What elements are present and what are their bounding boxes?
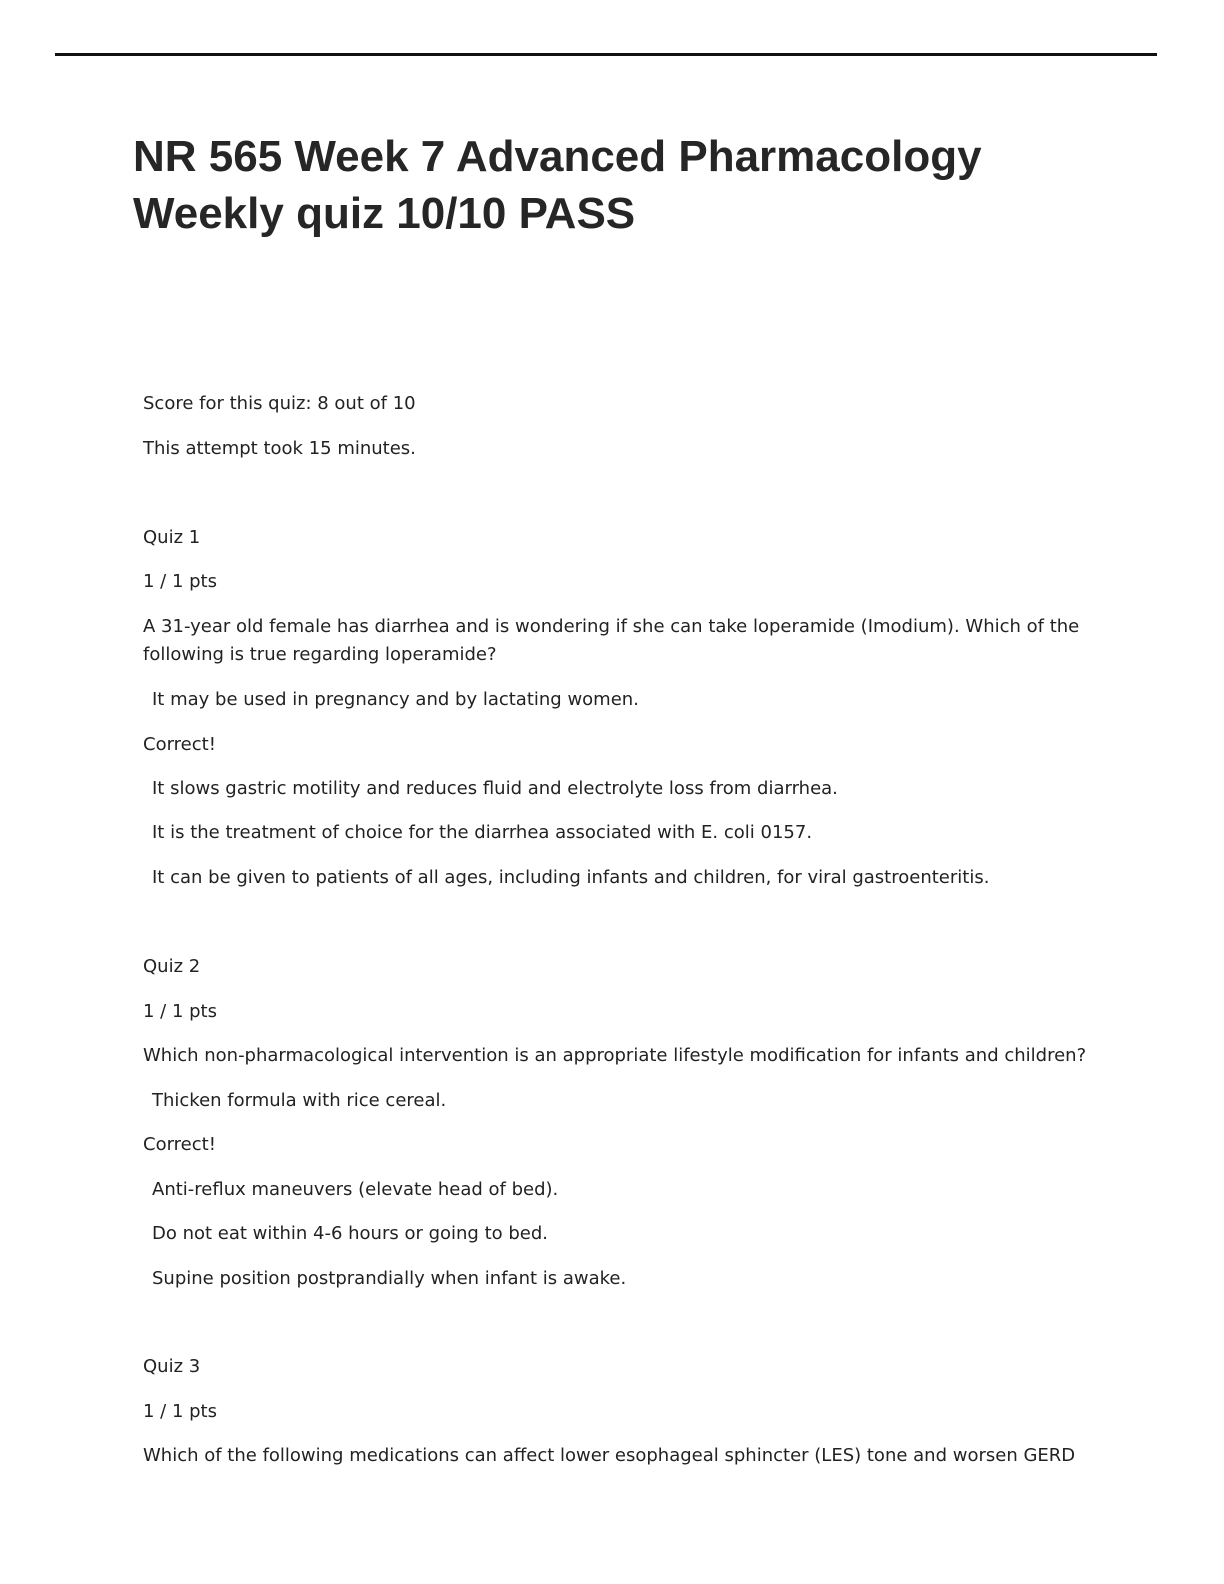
quiz-3-question-line-1: Which of the following medications can affect lower esophageal sphincter (LES) tone and worsen GERD bbox=[143, 1445, 1076, 1466]
quiz-2-correct-label: Correct! bbox=[143, 1134, 216, 1155]
quiz-score: Score for this quiz: 8 out of 10 bbox=[143, 393, 416, 414]
quiz-2-points: 1 / 1 pts bbox=[143, 1001, 217, 1022]
quiz-1-question-line-1: A 31-year old female has diarrhea and is wondering if she can take loperamide (Imodium). Which of the bbox=[143, 616, 1080, 637]
top-horizontal-rule bbox=[55, 53, 1157, 56]
quiz-1-option-1: It may be used in pregnancy and by lactating women. bbox=[152, 689, 639, 710]
quiz-2-option-2: Anti-reflux maneuvers (elevate head of bed). bbox=[152, 1179, 559, 1200]
quiz-1-option-3: It is the treatment of choice for the diarrhea associated with E. coli 0157. bbox=[152, 822, 813, 843]
quiz-1-question-line-2: following is true regarding loperamide? bbox=[143, 644, 497, 665]
document-title bbox=[133, 128, 1133, 242]
quiz-2-question-line-1: Which non-pharmacological intervention is an appropriate lifestyle modification for infants and children? bbox=[143, 1045, 1087, 1066]
title-line-2: Weekly quiz 10/10 PASS bbox=[133, 189, 636, 238]
quiz-2-option-1: Thicken formula with rice cereal. bbox=[152, 1090, 447, 1111]
quiz-2-option-4: Supine position postprandially when infant is awake. bbox=[152, 1268, 627, 1289]
quiz-2-label: Quiz 2 bbox=[143, 956, 201, 977]
quiz-1-option-2: It slows gastric motility and reduces fluid and electrolyte loss from diarrhea. bbox=[152, 778, 838, 799]
quiz-1-points: 1 / 1 pts bbox=[143, 571, 217, 592]
title-line-1: NR 565 Week 7 Advanced Pharmacology bbox=[133, 132, 982, 181]
attempt-duration: This attempt took 15 minutes. bbox=[143, 438, 416, 459]
quiz-3-label: Quiz 3 bbox=[143, 1356, 201, 1377]
quiz-3-points: 1 / 1 pts bbox=[143, 1401, 217, 1422]
quiz-1-correct-label: Correct! bbox=[143, 734, 216, 755]
quiz-1-option-4: It can be given to patients of all ages, including infants and children, for viral gastroenteritis. bbox=[152, 867, 990, 888]
quiz-1-label: Quiz 1 bbox=[143, 527, 201, 548]
quiz-2-option-3: Do not eat within 4-6 hours or going to bed. bbox=[152, 1223, 549, 1244]
